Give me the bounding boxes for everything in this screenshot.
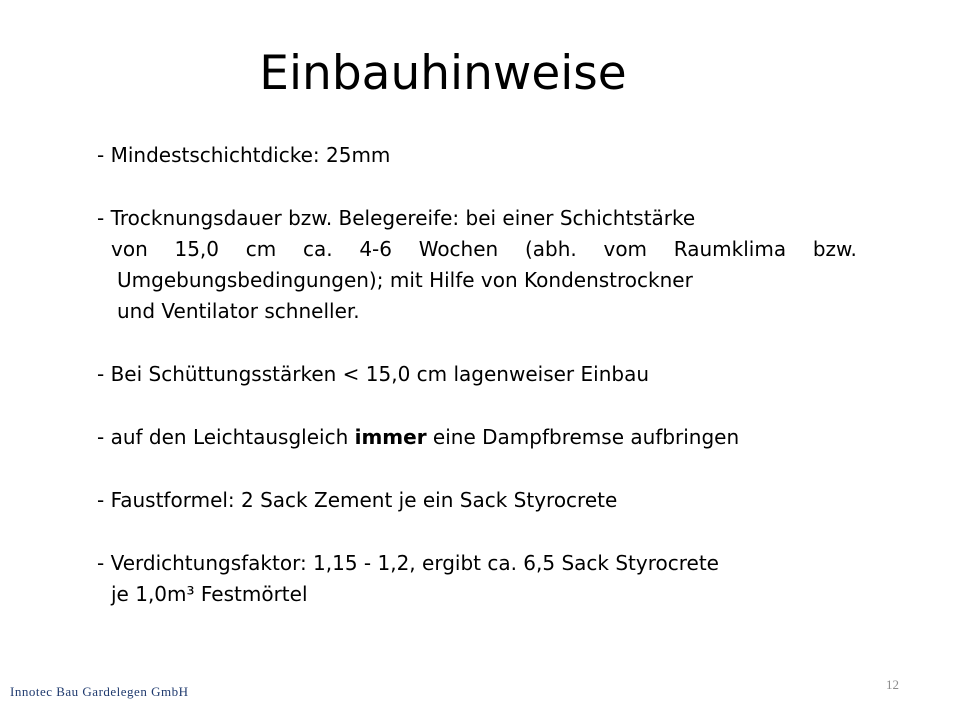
word: Wochen: [418, 237, 499, 261]
slide-body: [97, 140, 857, 610]
word: von: [111, 237, 148, 261]
item-leichtausgleich: [97, 422, 857, 453]
text-segment: - auf den Leichtausgleich: [97, 425, 355, 449]
page-number: 12: [886, 677, 899, 692]
text-segment: eine Dampfbremse aufbringen: [426, 425, 740, 449]
word: 15,0: [174, 237, 220, 261]
item-verdichtungsfaktor-line-1: - Verdichtungsfaktor: 1,15 - 1,2, ergibt ca. 6,5 Sack Styrocrete: [97, 551, 719, 575]
item-trocknungsdauer-line-3: Umgebungsbedingungen); mit Hilfe von Kondenstrockner: [117, 268, 693, 292]
item-verdichtungsfaktor-line-2: je 1,0m³ Festmörtel: [111, 582, 308, 606]
word: Raumklima: [673, 237, 787, 261]
item-schuettungsstaerken: - Bei Schüttungsstärken < 15,0 cm lagenweiser Einbau: [97, 362, 650, 386]
word: cm: [245, 237, 277, 261]
word: bzw.: [812, 237, 857, 261]
slide-title: Einbauhinweise: [259, 46, 627, 101]
item-trocknungsdauer-line-4: und Ventilator schneller.: [117, 299, 360, 323]
word: 4-6: [359, 237, 392, 261]
word: vom: [603, 237, 648, 261]
footer-company-name: Innotec Bau Gardelegen GmbH: [10, 684, 189, 699]
item-mindestschichtdicke: - Mindestschichtdicke: 25mm: [97, 143, 391, 167]
item-trocknungsdauer-line-1: - Trocknungsdauer bzw. Belegereife: bei einer Schichtstärke: [97, 206, 696, 230]
emphasis-immer: immer: [354, 425, 427, 449]
word: (abh.: [524, 237, 577, 261]
item-trocknungsdauer-line-2: [97, 234, 857, 265]
item-faustformel: - Faustformel: 2 Sack Zement je ein Sack Styrocrete: [97, 488, 618, 512]
word: ca.: [302, 237, 333, 261]
